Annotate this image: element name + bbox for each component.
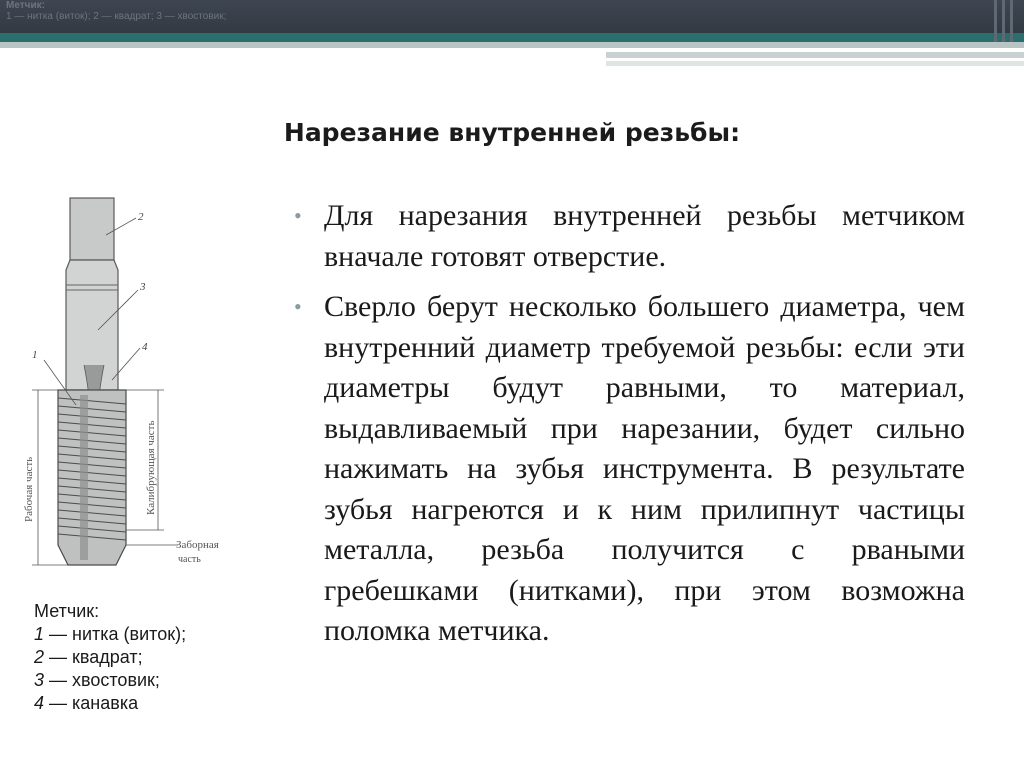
bullet-item [290,287,965,652]
figure-caption [34,600,274,715]
label-2: 2 [138,211,144,223]
light-stripe [0,42,1024,48]
ghost-header-text [6,0,226,22]
decor-stripe-lower [606,61,1024,66]
caption-item [34,646,274,669]
caption-num: 2 [34,647,45,667]
bullet-icon: • [294,203,302,228]
caption-text: — канавка [44,693,139,713]
caption-text: — квадрат; [44,647,143,667]
caption-num: 3 [34,670,45,690]
bullet-text: Сверло берут несколько большего диаметра, чем внутренний диаметр требуемой резьбы: если эти диаметры будут равными, то материал, выдавливаемый при нарезании, будет сильно нажимать на зубья инструмента. В результате зубья нагреются и к ним прилипнут частицы металла, резьба получится с рваными гребешками (нитками), при этом возможна поломка метчика. [324,290,965,647]
bullet-icon: • [294,294,302,319]
corner-decor [990,0,1024,48]
bullet-item [290,196,965,277]
caption-text: — хвостовик; [44,670,160,690]
caption-num: 1 [34,624,45,644]
tap-diagram [18,190,248,580]
working-part-label: Рабочая часть [23,456,35,522]
caption-item [34,692,274,715]
slide-title: Нарезание внутренней резьбы: [283,118,741,147]
accent-stripe [0,33,1024,42]
label-4: 4 [142,341,148,353]
intake-part-label-1: Заборная [176,539,219,551]
label-1: 1 [32,349,38,361]
caption-heading: Метчик: [34,601,100,621]
slide-body [290,196,965,662]
caption-item [34,623,274,646]
calibrating-part-label: Калибрующая часть [145,420,157,515]
caption-num: 4 [34,693,45,713]
caption-text: — нитка (виток); [44,624,187,644]
label-3: 3 [140,281,146,293]
ghost-title: Метчик: [6,0,45,11]
intake-part-label-2: часть [178,554,201,565]
caption-item [34,669,274,692]
ghost-line: 1 — нитка (виток); 2 — квадрат; 3 — хвостовик; [6,11,227,22]
decor-stripe-upper [606,52,1024,58]
bullet-text: Для нарезания внутренней резьбы метчиком вначале готовят отверстие. [324,199,965,273]
